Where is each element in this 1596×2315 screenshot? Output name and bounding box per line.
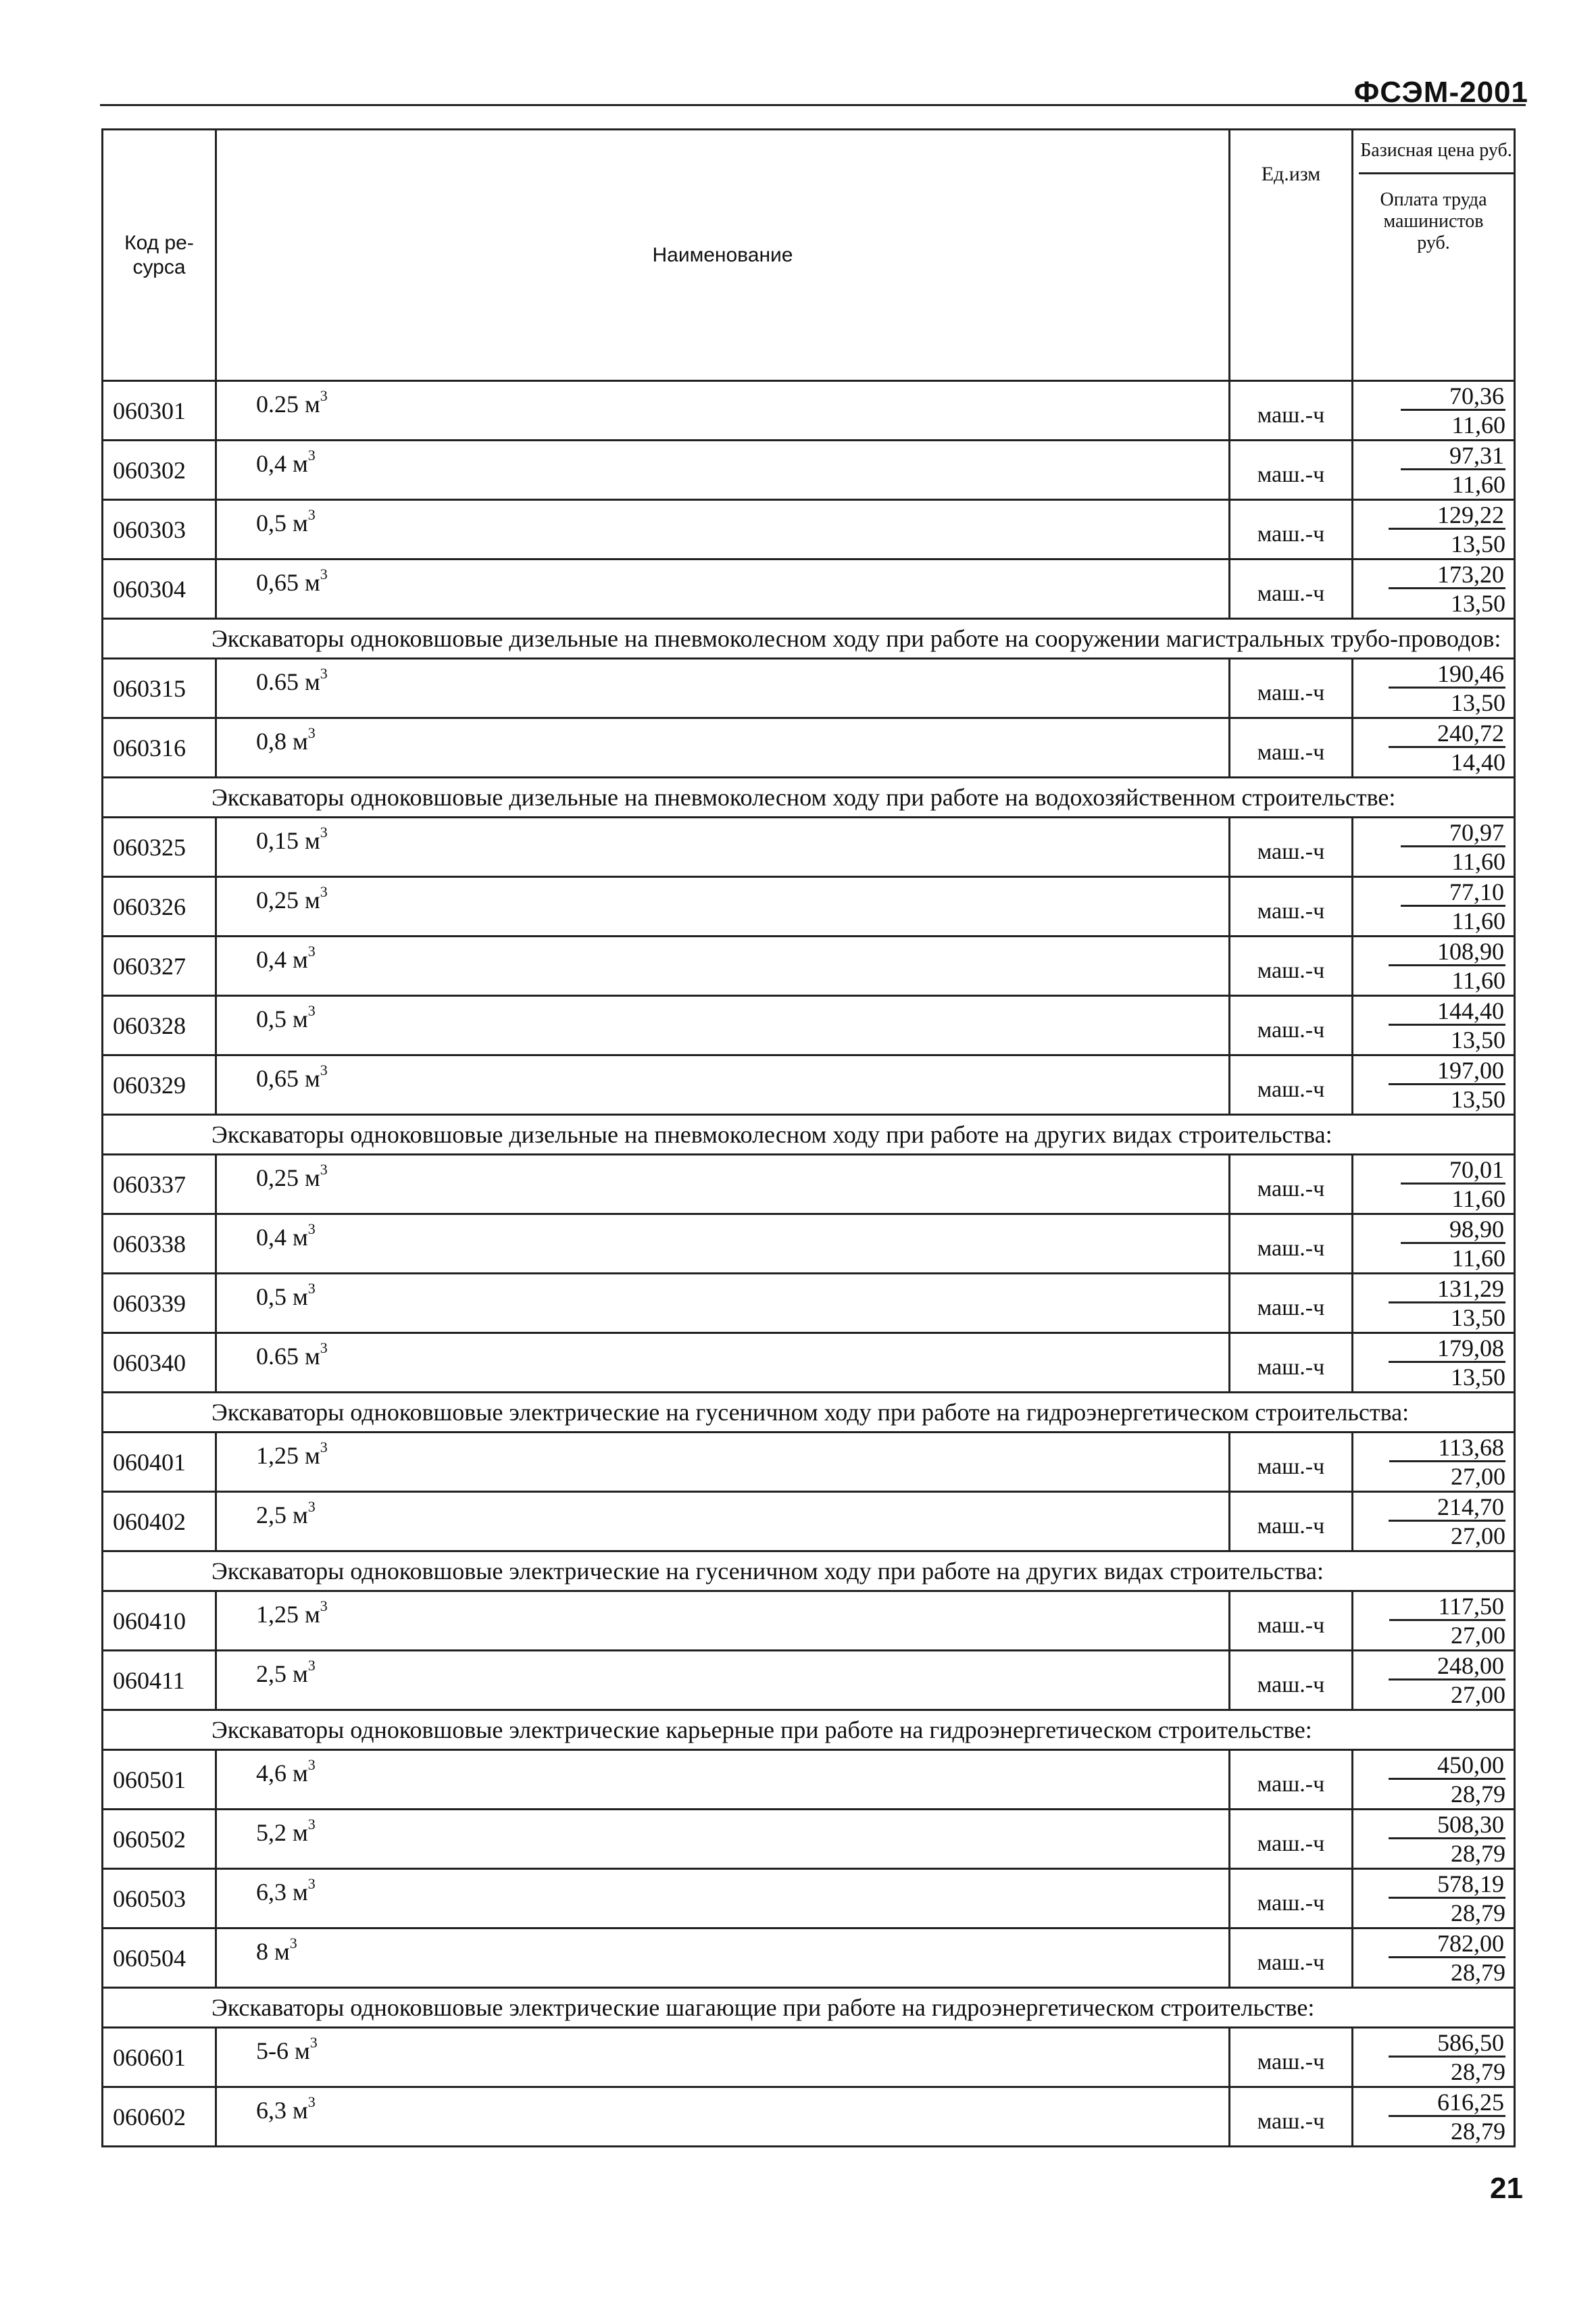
header-price	[1353, 130, 1515, 381]
table-row	[103, 659, 1515, 718]
unit-superscript: 3	[307, 506, 316, 523]
group-heading-row	[103, 1988, 1515, 2028]
base-price: 586,50	[1389, 2030, 1505, 2058]
operator-wage: 27,00	[1451, 1522, 1505, 1549]
bucket-volume: 0,65 м	[256, 569, 320, 596]
price-cell	[1353, 1214, 1515, 1274]
price-cell	[1353, 1591, 1515, 1651]
bucket-volume: 0.65 м	[256, 668, 320, 695]
group-heading: Экскаваторы одноковшовые дизельные на пневмоколесном ходу при работе на сооружении магистральных трубо-проводов:	[103, 619, 1515, 659]
unit-superscript: 3	[320, 1339, 328, 1356]
price-cell	[1353, 2087, 1515, 2147]
price-cell	[1353, 1750, 1515, 1810]
bucket-volume: 0.65 м	[256, 1343, 320, 1370]
table-body	[103, 130, 1515, 2147]
resource-name	[216, 441, 1230, 500]
unit-superscript: 3	[320, 1161, 328, 1178]
bucket-volume: 0,5 м	[256, 509, 308, 537]
operator-wage: 11,60	[1451, 471, 1505, 498]
bucket-volume: 2,5 м	[256, 1501, 308, 1528]
unit-superscript: 3	[320, 1597, 328, 1614]
resource-code: 060337	[103, 1155, 216, 1214]
price-cell	[1353, 1055, 1515, 1115]
base-price: 144,40	[1389, 998, 1505, 1026]
bucket-volume: 0,5 м	[256, 1283, 308, 1310]
resource-name	[216, 877, 1230, 937]
measure-unit: маш.-ч	[1230, 1651, 1353, 1710]
base-price: 190,46	[1389, 661, 1505, 689]
unit-superscript: 3	[309, 2034, 318, 2051]
group-heading: Экскаваторы одноковшовые электрические карьерные при работе на гидроэнергетическом строительстве:	[103, 1710, 1515, 1750]
measure-unit: маш.-ч	[1230, 1274, 1353, 1333]
price-cell	[1353, 818, 1515, 877]
resource-code: 060401	[103, 1433, 216, 1492]
bucket-volume: 0,25 м	[256, 887, 320, 914]
measure-unit: маш.-ч	[1230, 441, 1353, 500]
operator-wage: 11,60	[1451, 412, 1505, 439]
measure-unit: маш.-ч	[1230, 996, 1353, 1055]
unit-superscript: 3	[320, 566, 328, 582]
resource-code: 060326	[103, 877, 216, 937]
group-heading: Экскаваторы одноковшовые электрические на гусеничном ходу при работе на других видах строительства:	[103, 1551, 1515, 1591]
price-cell	[1353, 1651, 1515, 1710]
group-heading-row	[103, 1393, 1515, 1433]
base-price: 240,72	[1389, 720, 1505, 748]
bucket-volume: 0,25 м	[256, 1164, 320, 1191]
price-cell	[1353, 937, 1515, 996]
table-row	[103, 996, 1515, 1055]
resource-name	[216, 1869, 1230, 1928]
group-heading-row	[103, 778, 1515, 818]
price-cell	[1353, 1869, 1515, 1928]
measure-unit: маш.-ч	[1230, 1155, 1353, 1214]
measure-unit: маш.-ч	[1230, 937, 1353, 996]
bucket-volume: 1,25 м	[256, 1442, 320, 1469]
measure-unit: маш.-ч	[1230, 1214, 1353, 1274]
unit-superscript: 3	[320, 883, 328, 900]
price-cell	[1353, 718, 1515, 778]
unit-superscript: 3	[307, 1657, 316, 1674]
bucket-volume: 1,25 м	[256, 1601, 320, 1628]
resource-name	[216, 1750, 1230, 1810]
unit-superscript: 3	[307, 1816, 316, 1833]
resource-name	[216, 381, 1230, 441]
base-price: 131,29	[1389, 1276, 1505, 1303]
price-cell	[1353, 1810, 1515, 1869]
table-row	[103, 1433, 1515, 1492]
operator-wage: 11,60	[1451, 967, 1505, 994]
unit-superscript: 3	[307, 1220, 316, 1237]
header-wage-line-1: Оплата труда	[1380, 189, 1487, 210]
resource-name	[216, 1928, 1230, 1988]
operator-wage: 11,60	[1451, 907, 1505, 935]
measure-unit: маш.-ч	[1230, 1433, 1353, 1492]
group-heading-row	[103, 619, 1515, 659]
header-wage-line-2: машинистов	[1383, 211, 1484, 232]
operator-wage: 13,50	[1451, 1026, 1505, 1053]
table-row	[103, 937, 1515, 996]
resource-name	[216, 2028, 1230, 2087]
header-base-price: Базисная цена руб.	[1359, 130, 1514, 174]
resource-name	[216, 1333, 1230, 1393]
bucket-volume: 4,6 м	[256, 1760, 308, 1787]
unit-superscript: 3	[307, 1280, 316, 1297]
bucket-volume: 2,5 м	[256, 1660, 308, 1687]
base-price: 578,19	[1389, 1871, 1505, 1899]
measure-unit: маш.-ч	[1230, 2028, 1353, 2087]
unit-superscript: 3	[307, 1498, 316, 1515]
price-cell	[1353, 659, 1515, 718]
resource-code: 060302	[103, 441, 216, 500]
resource-code: 060340	[103, 1333, 216, 1393]
price-cell	[1353, 2028, 1515, 2087]
measure-unit: маш.-ч	[1230, 1591, 1353, 1651]
price-cell	[1353, 1433, 1515, 1492]
bucket-volume: 0,4 м	[256, 946, 308, 973]
table-row	[103, 1651, 1515, 1710]
resource-name	[216, 1274, 1230, 1333]
group-heading: Экскаваторы одноковшовые дизельные на пневмоколесном ходу при работе на других видах строительства:	[103, 1115, 1515, 1155]
table-row	[103, 1750, 1515, 1810]
table-row	[103, 2087, 1515, 2147]
bucket-volume: 8 м	[256, 1938, 290, 1965]
table-row	[103, 1214, 1515, 1274]
resource-code: 060325	[103, 818, 216, 877]
table-row	[103, 1492, 1515, 1551]
table-row	[103, 1591, 1515, 1651]
bucket-volume: 0.25 м	[256, 391, 320, 418]
operator-wage: 13,50	[1451, 530, 1505, 557]
price-cell	[1353, 1333, 1515, 1393]
table-row	[103, 1928, 1515, 1988]
resource-code: 060301	[103, 381, 216, 441]
page-number: 21	[1490, 2172, 1523, 2205]
resource-name	[216, 1214, 1230, 1274]
resource-name	[216, 1055, 1230, 1115]
header-name: Наименование	[216, 130, 1230, 381]
operator-wage: 13,50	[1451, 1304, 1505, 1331]
document-code: ФСЭМ-2001	[1353, 76, 1528, 109]
resource-name	[216, 1810, 1230, 1869]
price-cell	[1353, 1155, 1515, 1214]
table-row	[103, 1055, 1515, 1115]
bucket-volume: 5-6 м	[256, 2037, 310, 2064]
operator-wage: 28,79	[1451, 1781, 1505, 1808]
table-row	[103, 1155, 1515, 1214]
operator-wage: 28,79	[1451, 2058, 1505, 2085]
operator-wage: 13,50	[1451, 1364, 1505, 1391]
measure-unit: маш.-ч	[1230, 818, 1353, 877]
operator-wage: 27,00	[1451, 1681, 1505, 1708]
table-row	[103, 718, 1515, 778]
operator-wage: 13,50	[1451, 1086, 1505, 1113]
header-operator-wage	[1353, 174, 1514, 254]
operator-wage: 13,50	[1451, 590, 1505, 617]
price-cell	[1353, 877, 1515, 937]
table-row	[103, 441, 1515, 500]
base-price: 129,22	[1389, 502, 1505, 530]
bucket-volume: 0,65 м	[256, 1065, 320, 1092]
bucket-volume: 0,4 м	[256, 450, 308, 477]
measure-unit: маш.-ч	[1230, 718, 1353, 778]
unit-superscript: 3	[320, 1062, 328, 1078]
unit-superscript: 3	[307, 1002, 316, 1019]
resource-code: 060315	[103, 659, 216, 718]
price-cell	[1353, 559, 1515, 619]
resource-name	[216, 937, 1230, 996]
group-heading: Экскаваторы одноковшовые дизельные на пневмоколесном ходу при работе на водохозяйственном строительстве:	[103, 778, 1515, 818]
resource-code: 060316	[103, 718, 216, 778]
unit-superscript: 3	[320, 387, 328, 404]
measure-unit: маш.-ч	[1230, 381, 1353, 441]
resource-name	[216, 2087, 1230, 2147]
measure-unit: маш.-ч	[1230, 2087, 1353, 2147]
resource-code: 060503	[103, 1869, 216, 1928]
base-price: 70,97	[1401, 820, 1505, 847]
operator-wage: 11,60	[1451, 848, 1505, 875]
price-cell	[1353, 1274, 1515, 1333]
base-price: 782,00	[1389, 1931, 1505, 1958]
header-unit: Ед.изм	[1230, 130, 1353, 381]
bucket-volume: 6,3 м	[256, 1878, 308, 1906]
measure-unit: маш.-ч	[1230, 1869, 1353, 1928]
table-row	[103, 1274, 1515, 1333]
measure-unit: маш.-ч	[1230, 559, 1353, 619]
resource-name	[216, 659, 1230, 718]
base-price: 214,70	[1389, 1494, 1505, 1522]
group-heading-row	[103, 1115, 1515, 1155]
group-heading-row	[103, 1551, 1515, 1591]
resource-code: 060338	[103, 1214, 216, 1274]
price-cell	[1353, 500, 1515, 559]
bucket-volume: 6,3 м	[256, 2097, 308, 2124]
table-row	[103, 877, 1515, 937]
base-price: 173,20	[1389, 562, 1505, 589]
resource-name	[216, 1492, 1230, 1551]
operator-wage: 11,60	[1451, 1245, 1505, 1272]
price-cell	[1353, 1492, 1515, 1551]
table-row	[103, 1869, 1515, 1928]
base-price: 117,50	[1389, 1593, 1505, 1621]
resource-code: 060410	[103, 1591, 216, 1651]
resource-code: 060501	[103, 1750, 216, 1810]
operator-wage: 28,79	[1451, 2118, 1505, 2145]
bucket-volume: 0,5 м	[256, 1005, 308, 1032]
resource-code: 060601	[103, 2028, 216, 2087]
price-cell	[1353, 1928, 1515, 1988]
unit-superscript: 3	[320, 1439, 328, 1455]
resource-code: 060339	[103, 1274, 216, 1333]
base-price: 450,00	[1389, 1752, 1505, 1780]
resource-code: 060327	[103, 937, 216, 996]
group-heading: Экскаваторы одноковшовые электрические на гусеничном ходу при работе на гидроэнергетическом строительства:	[103, 1393, 1515, 1433]
measure-unit: маш.-ч	[1230, 877, 1353, 937]
resource-name	[216, 1651, 1230, 1710]
header-wage-line-3: руб.	[1417, 232, 1450, 253]
table-row	[103, 1810, 1515, 1869]
table-row	[103, 1333, 1515, 1393]
base-price: 97,31	[1401, 443, 1505, 470]
base-price: 179,08	[1389, 1335, 1505, 1363]
bucket-volume: 0,8 м	[256, 728, 308, 755]
resource-name	[216, 718, 1230, 778]
unit-superscript: 3	[307, 1875, 316, 1892]
base-price: 113,68	[1389, 1435, 1505, 1462]
resource-name	[216, 1433, 1230, 1492]
table-row	[103, 500, 1515, 559]
base-price: 616,25	[1389, 2089, 1505, 2117]
header-rule	[100, 104, 1526, 106]
resource-price-table	[101, 128, 1516, 2147]
unit-superscript: 3	[307, 724, 316, 741]
unit-superscript: 3	[289, 1935, 297, 1951]
resource-name	[216, 1591, 1230, 1651]
operator-wage: 27,00	[1451, 1463, 1505, 1490]
resource-name	[216, 818, 1230, 877]
table-header-row	[103, 130, 1515, 381]
base-price: 70,01	[1401, 1157, 1505, 1185]
resource-name	[216, 500, 1230, 559]
operator-wage: 27,00	[1451, 1622, 1505, 1649]
base-price: 77,10	[1401, 879, 1505, 907]
measure-unit: маш.-ч	[1230, 1928, 1353, 1988]
resource-code: 060502	[103, 1810, 216, 1869]
base-price: 197,00	[1389, 1057, 1505, 1085]
base-price: 108,90	[1389, 939, 1505, 966]
base-price: 508,30	[1389, 1812, 1505, 1839]
resource-code: 060602	[103, 2087, 216, 2147]
base-price: 248,00	[1389, 1653, 1505, 1681]
operator-wage: 28,79	[1451, 1899, 1505, 1926]
base-price: 70,36	[1401, 383, 1505, 411]
measure-unit: маш.-ч	[1230, 1492, 1353, 1551]
table-row	[103, 2028, 1515, 2087]
price-cell	[1353, 441, 1515, 500]
resource-code: 060329	[103, 1055, 216, 1115]
operator-wage: 28,79	[1451, 1959, 1505, 1986]
resource-code: 060504	[103, 1928, 216, 1988]
resource-name	[216, 559, 1230, 619]
measure-unit: маш.-ч	[1230, 1750, 1353, 1810]
price-cell	[1353, 996, 1515, 1055]
base-price: 98,90	[1401, 1216, 1505, 1244]
resource-code: 060303	[103, 500, 216, 559]
bucket-volume: 0,4 м	[256, 1224, 308, 1251]
table-row	[103, 381, 1515, 441]
unit-superscript: 3	[307, 943, 316, 960]
resource-code: 060304	[103, 559, 216, 619]
unit-superscript: 3	[307, 1756, 316, 1773]
bucket-volume: 5,2 м	[256, 1819, 308, 1846]
measure-unit: маш.-ч	[1230, 500, 1353, 559]
measure-unit: маш.-ч	[1230, 659, 1353, 718]
measure-unit: маш.-ч	[1230, 1810, 1353, 1869]
resource-name	[216, 1155, 1230, 1214]
operator-wage: 11,60	[1451, 1185, 1505, 1212]
group-heading: Экскаваторы одноковшовые электрические шагающие при работе на гидроэнергетическом строительстве:	[103, 1988, 1515, 2028]
unit-superscript: 3	[320, 824, 328, 841]
unit-superscript: 3	[320, 665, 328, 682]
resource-code: 060411	[103, 1651, 216, 1710]
price-cell	[1353, 381, 1515, 441]
operator-wage: 14,40	[1451, 749, 1505, 776]
resource-name	[216, 996, 1230, 1055]
unit-superscript: 3	[307, 2093, 316, 2110]
unit-superscript: 3	[307, 447, 316, 464]
bucket-volume: 0,15 м	[256, 827, 320, 854]
operator-wage: 28,79	[1451, 1840, 1505, 1867]
group-heading-row	[103, 1710, 1515, 1750]
measure-unit: маш.-ч	[1230, 1055, 1353, 1115]
table-row	[103, 559, 1515, 619]
resource-code: 060328	[103, 996, 216, 1055]
operator-wage: 13,50	[1451, 689, 1505, 716]
resource-code: 060402	[103, 1492, 216, 1551]
header-code: Код ре-сурса	[103, 130, 216, 381]
measure-unit: маш.-ч	[1230, 1333, 1353, 1393]
table-row	[103, 818, 1515, 877]
